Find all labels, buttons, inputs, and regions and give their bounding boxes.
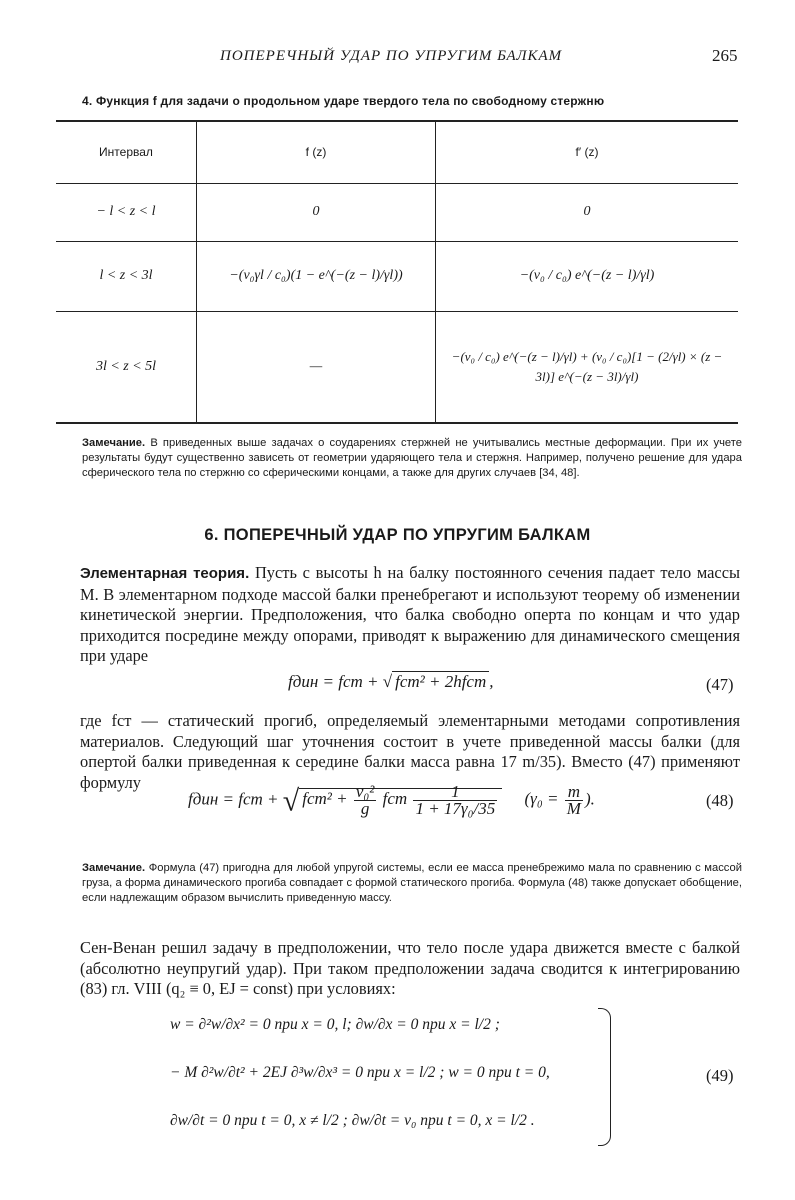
interval-cell: l < z < 3l [99, 268, 153, 283]
right-brace [598, 1008, 611, 1146]
fraction-numerator: m [565, 784, 583, 801]
note-text: В приведенных выше задачах о соударениях стержней не учитывались местные деформации. При их учете результаты будут существенно зависеть от геометрии ударяющего тела и стержня. Например, получено решение для удара сферического тела по стержню со сферическими концами, а также для других случаев [34, 48]. [82, 437, 743, 479]
fprime-cell: −(v₀ / c₀) e^(−(z − l)/γl) [436, 241, 739, 311]
section-heading: 6. ПОПЕРЕЧНЫЙ УДАР ПО УПРУГИМ БАЛКАМ [204, 526, 591, 544]
eq48-radicand [299, 782, 502, 818]
equation-47 [288, 672, 494, 692]
fraction-denominator: M [566, 799, 581, 818]
eq48-gamma-tail: ). [584, 789, 595, 809]
interval-cell: 3l < z < 5l [95, 358, 157, 374]
fprime-cell: 0 [436, 183, 739, 241]
equation-49-line-1: w = ∂²w/∂x² = 0 при x = 0, l; ∂w/∂x = 0 при x = l/2 ; [170, 1016, 500, 1033]
fraction-v0-g [354, 784, 377, 817]
running-title: ПОПЕРЕЧНЫЙ УДАР ПО УПРУГИМ БАЛКАМ [220, 48, 563, 64]
paragraph-elementary-theory [80, 563, 740, 667]
eq47-radicand: fст² + 2hfст [392, 671, 489, 691]
column-header-fprime: f′ (z) [436, 121, 739, 183]
eq48-mid: fст [378, 789, 412, 809]
equation-number-49: (49) [706, 1066, 734, 1085]
paragraph-saint-venant [80, 938, 740, 1000]
radical-sign: √ [382, 672, 393, 691]
radical-sign: √ [282, 784, 300, 818]
f-cell: — [197, 311, 436, 423]
paragraph-lead: Элементарная теория. [80, 565, 250, 582]
fraction-denominator: g [360, 799, 370, 818]
eq48-lhs: fдин = fст + [188, 789, 283, 809]
eq47-lhs: fдин = fст + [288, 672, 383, 691]
equation-number-47: (47) [706, 675, 734, 694]
fraction-numerator: v₀² [355, 782, 375, 801]
equation-48 [188, 784, 595, 818]
table-row [56, 311, 738, 423]
table-row [56, 241, 738, 311]
note-text: Формула (47) пригодна для любой упругой системы, если ее масса пренебрежимо мала по сравнению с массой груза, а форма динамического прогиба совпадает с формой статического прогиба. Формула (48) также допускает обобщение, если надлежащим образом вычислить приведенную массу. [82, 862, 743, 904]
fraction-m-M [565, 784, 583, 817]
note-head: Замечание. [82, 862, 146, 874]
note-head: Замечание. [82, 437, 146, 449]
column-header-interval: Интервал [99, 145, 153, 160]
note-formula-applicability [82, 861, 742, 906]
fraction-reduced-mass [413, 784, 497, 817]
table-row [56, 183, 738, 241]
eq48-gamma-lhs: (γ₀ = [524, 789, 563, 809]
f-cell: 0 [197, 183, 436, 241]
f-cell: −(v₀γl / c₀)(1 − e^(−(z − l)/γl)) [197, 241, 436, 311]
function-table [56, 120, 738, 424]
equation-49-line-3: ∂w/∂t = 0 при t = 0, x ≠ l/2 ; ∂w/∂t = v₀ при t = 0, x = l/2 . [170, 1112, 535, 1129]
fprime-cell: −(v₀ / c₀) e^(−(z − l)/γl) + (v₀ / c₀)[1 − (2/γl) × (z − 3l)] e^(−(z − 3l)/γl) [436, 311, 739, 423]
note-local-deformations [82, 436, 742, 481]
fraction-numerator: 1 [413, 784, 497, 801]
eq47-tail: , [489, 672, 494, 691]
page-number: 265 [712, 46, 738, 65]
column-header-f: f (z) [197, 121, 436, 183]
eq48-radicand-start: fст² + [302, 789, 352, 809]
paragraph-text: Сен-Венан решил задачу в предположении, что тело после удара движется вместе с балкой (абсолютно неупругий удар). При таком предположении задача сводится к интегрированию (83) гл. VIII (q₂ ≡ 0, EJ = const) при условиях: [80, 938, 740, 999]
equation-number-48: (48) [706, 791, 734, 810]
paragraph-text: Пусть с высоты h на балку постоянного сечения падает тело массы M. В элементарном подходе массой балки пренебрегают и используют теорему об изменении кинетической энергии. Предположения, что балка свободно оперта по концам и что удар приходится посредине между опорами, приводят к выражению для динамического смещения при ударе [80, 563, 740, 666]
fraction-denominator: 1 + 17γ₀/35 [415, 799, 496, 818]
table-header-row [56, 121, 738, 183]
paragraph-text: где fст — статический прогиб, определяемый элементарными методами сопротивления материалов. Следующий шаг уточнения состоит в учете приведенной массы балки (для опертой балки приведенная к середине балки масса равна 17 m/35). Вместо (47) применяют формулу [80, 711, 740, 792]
paragraph-static-deflection [80, 711, 740, 793]
interval-cell: − l < z < l [96, 204, 156, 219]
equation-49-line-2: − M ∂²w/∂t² + 2EJ ∂³w/∂x³ = 0 при x = l/2 ; w = 0 при t = 0, [170, 1064, 550, 1081]
table-caption: 4. Функция f для задачи о продольном ударе твердого тела по свободному стержню [82, 94, 605, 108]
